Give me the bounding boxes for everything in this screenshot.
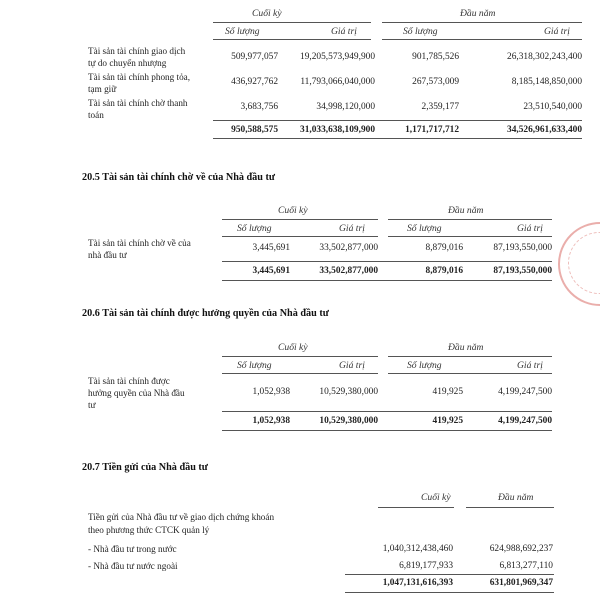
sec3-gia-tri-1: Giá trị [339,360,365,371]
sec1-row3-q1: 3,683,756 [240,102,278,112]
sec3-cuoi-ky-header: Cuối kỳ [278,342,308,353]
sec4-title: 20.7 Tiền gửi của Nhà đầu tư [82,462,208,473]
sec1-gia-tri-1: Giá trị [331,26,357,37]
sec3-v2: 4,199,247,500 [498,387,552,397]
sec1-row2-v1: 11,793,066,040,000 [300,77,375,87]
sec3-label2: hưởng quyền của Nhà đầu [88,388,185,398]
sec3-dau-nam-header: Đầu năm [448,342,484,353]
sec1-row3-v1: 34,998,120,000 [316,102,375,112]
sec2-gia-tri-1: Giá trị [339,223,365,234]
sec2-q2: 8,879,016 [425,243,463,253]
sec2-q1: 3,445,691 [252,243,290,253]
sec1-row1-label2: tự do chuyển nhượng [88,58,167,68]
sec4-row1-cuoi-ky: 1,040,312,438,460 [382,544,453,554]
sec2-v1: 33,502,877,000 [319,243,378,253]
sec1-so-luong-2: Số lượng [403,26,438,37]
sec1-subheader-line-2 [382,39,582,40]
sec3-total-v2: 4,199,247,500 [498,416,552,426]
sec4-bottom-line [345,592,554,593]
sec1-dau-nam-underline [382,22,582,23]
sec1-row2-q1: 436,927,762 [231,77,278,87]
sec1-gia-tri-2: Giá trị [544,26,570,37]
sec3-v1: 10,529,380,000 [319,387,378,397]
sec2-subheader-line-1 [222,236,378,237]
sec2-v2: 87,193,550,000 [493,243,552,253]
sec1-total-q2: 1,171,717,712 [405,125,459,135]
sec4-total-dau-nam: 631,801,969,347 [489,578,553,588]
sec1-bottom-line [213,138,582,139]
sec4-dau-nam-underline [466,507,554,508]
sec2-subheader-line-2 [388,236,552,237]
sec4-row2-cuoi-ky: 6,819,177,933 [399,561,453,571]
sec1-row2-label1: Tài sản tài chính phong tỏa, [88,72,191,82]
sec1-total-line [213,120,582,121]
sec2-bottom-line [222,280,552,281]
sec1-total-v1: 31,033,638,109,900 [300,125,375,135]
sec1-row3-label1: Tài sản tài chính chờ thanh [88,98,188,108]
sec3-total-q1: 1,052,938 [252,416,290,426]
sec1-subheader-line-1 [213,39,371,40]
sec2-cuoi-ky-header: Cuối kỳ [278,205,308,216]
sec1-row1-label1: Tài sản tài chính giao dịch [88,46,186,56]
sec2-label1: Tài sản tài chính chờ về của [88,238,191,248]
sec1-row1-v1: 19,205,573,949,900 [300,52,375,62]
sec1-row1-v2: 26,318,302,243,400 [507,52,582,62]
sec4-label2: theo phương thức CTCK quản lý [88,525,210,535]
sec2-dau-nam-underline [388,219,552,220]
sec2-gia-tri-2: Giá trị [517,223,543,234]
sec4-row2-label: - Nhà đầu tư nước ngoài [88,561,178,571]
sec4-total-line [345,574,554,575]
sec1-cuoi-ky-underline [213,22,371,23]
sec2-total-v1: 33,502,877,000 [319,266,378,276]
sec4-row1-dau-nam: 624,988,692,237 [489,544,553,554]
sec3-bottom-line [222,430,552,431]
sec1-row2-v2: 8,185,148,850,000 [511,77,582,87]
sec2-dau-nam-header: Đầu năm [448,205,484,216]
sec3-total-v1: 10,529,380,000 [319,416,378,426]
sec2-title: 20.5 Tài sản tài chính chờ về của Nhà đầu tư [82,172,275,183]
sec4-dau-nam-header: Đầu năm [498,492,534,503]
sec2-label2: nhà đầu tư [88,250,127,260]
sec2-total-v2: 87,193,550,000 [493,266,552,276]
sec2-total-q1: 3,445,691 [252,266,290,276]
sec3-q2: 419,925 [432,387,463,397]
sec1-dau-nam-header: Đầu năm [460,8,496,19]
sec2-cuoi-ky-underline [222,219,378,220]
sec1-so-luong-1: Số lượng [225,26,260,37]
sec1-row2-q2: 267,573,009 [412,77,459,87]
sec3-total-line [222,411,552,412]
sec3-so-luong-2: Số lượng [407,360,442,371]
sec4-cuoi-ky-underline [378,507,454,508]
sec3-cuoi-ky-underline [222,356,378,357]
sec2-total-line [222,261,552,262]
sec1-row3-q2: 2,359,177 [421,102,459,112]
sec1-row3-v2: 23,510,540,000 [523,102,582,112]
company-seal-stamp [558,222,600,306]
sec2-so-luong-1: Số lượng [237,223,272,234]
sec3-q1: 1,052,938 [252,387,290,397]
sec1-total-q1: 950,588,575 [231,125,278,135]
sec4-label1: Tiền gửi của Nhà đầu tư về giao dịch chứng khoán [88,512,275,522]
sec1-row1-q2: 901,785,526 [412,52,459,62]
sec3-subheader-line-1 [222,373,378,374]
sec3-label3: tư [88,400,96,410]
sec1-cuoi-ky-header: Cuối kỳ [252,8,282,19]
sec3-so-luong-1: Số lượng [237,360,272,371]
sec4-row1-label: - Nhà đầu tư trong nước [88,544,177,554]
sec4-cuoi-ky-header: Cuối kỳ [421,492,451,503]
sec3-total-q2: 419,925 [432,416,463,426]
sec3-subheader-line-2 [388,373,552,374]
sec1-total-v2: 34,526,961,633,400 [507,125,582,135]
sec2-so-luong-2: Số lượng [407,223,442,234]
sec4-total-cuoi-ky: 1,047,131,616,393 [382,578,453,588]
sec3-label1: Tài sản tài chính được [88,376,170,386]
sec1-row3-label2: toán [88,110,104,120]
sec1-row2-label2: tạm giữ [88,84,117,94]
sec3-title: 20.6 Tài sản tài chính được hưởng quyền của Nhà đầu tư [82,308,329,319]
sec3-gia-tri-2: Giá trị [517,360,543,371]
sec3-dau-nam-underline [388,356,552,357]
sec2-total-q2: 8,879,016 [425,266,463,276]
sec1-row1-q1: 509,977,057 [231,52,278,62]
sec4-row2-dau-nam: 6,813,277,110 [499,561,553,571]
